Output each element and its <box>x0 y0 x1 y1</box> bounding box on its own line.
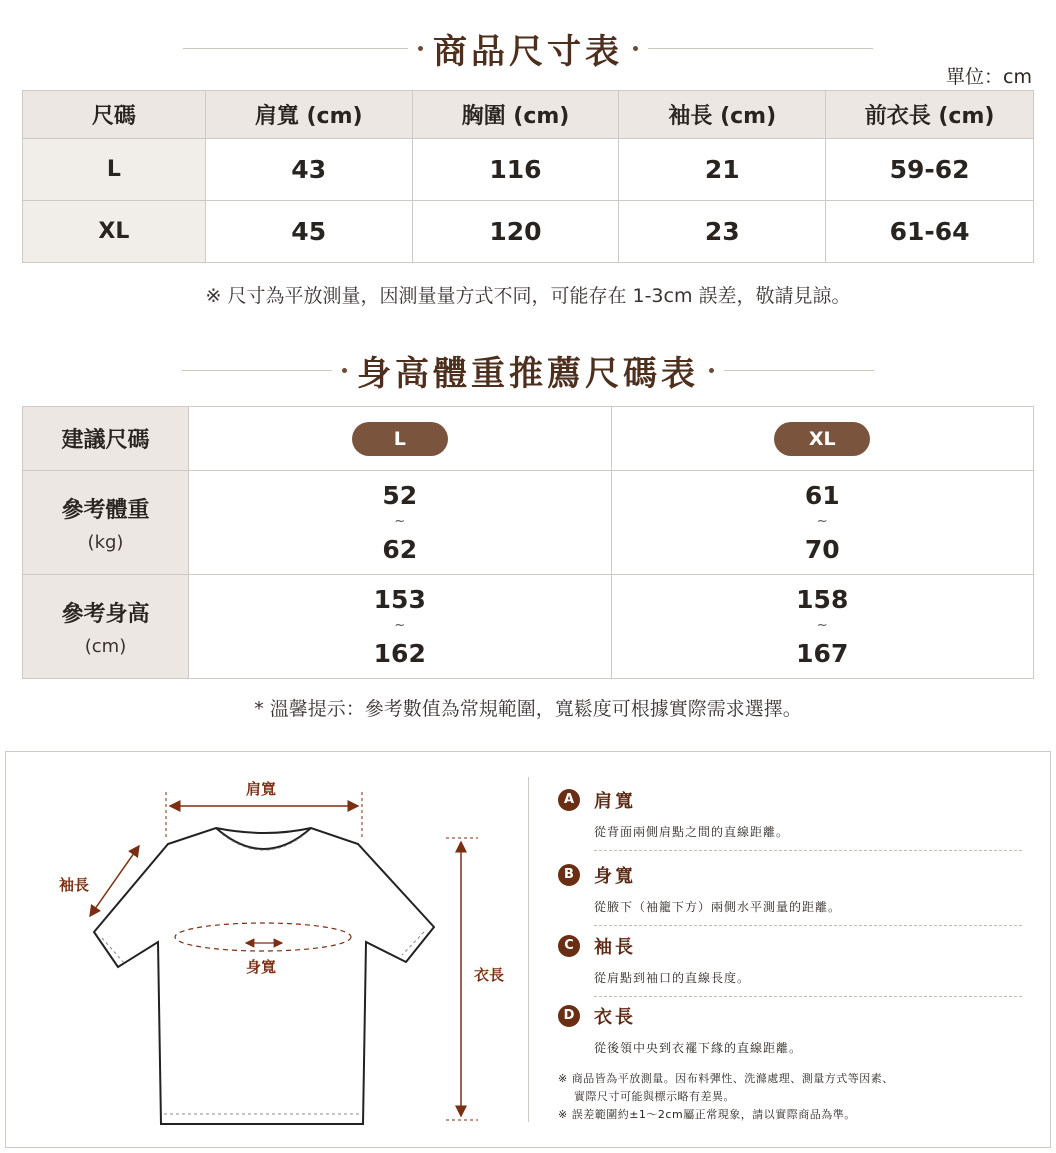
table-row <box>23 575 1034 679</box>
measure-item: A 肩寬 從背面兩側肩點之間的直線距離。 <box>558 787 1024 851</box>
measure-item: B 身寬 從腋下（袖籠下方）兩側水平測量的距離。 <box>558 862 1024 926</box>
weight-max: 62 <box>382 535 418 564</box>
badge-a: A <box>558 789 580 811</box>
recommend-title: 身高體重推薦尺碼表 <box>357 354 699 394</box>
height-min: 158 <box>796 585 849 614</box>
badge-c: C <box>558 935 580 957</box>
size-table <box>22 90 1034 263</box>
measure-item: C 袖長 從肩點到袖口的直線長度。 <box>558 933 1024 997</box>
row-header: 建議尺碼 <box>23 407 189 471</box>
table-cell: 61-64 <box>826 201 1034 263</box>
measurement-panel <box>5 751 1051 1148</box>
table-cell: 158 ~ 167 <box>611 575 1034 679</box>
recommend-table <box>22 406 1034 679</box>
table-cell: L <box>23 139 206 201</box>
height-max: 167 <box>796 639 849 668</box>
table-cell: 23 <box>619 201 826 263</box>
table-cell: 45 <box>205 201 412 263</box>
measure-item: D 衣長 從後領中央到衣襬下緣的直線距離。 <box>558 1003 1024 1056</box>
table-cell <box>189 407 612 471</box>
title-dot <box>418 46 423 51</box>
table-cell: 21 <box>619 139 826 201</box>
size-pill: XL <box>774 422 870 456</box>
col-header: 前衣長 (cm) <box>826 91 1034 139</box>
size-note: ※ 尺寸為平放測量，因測量量方式不同，可能存在 1-3cm 誤差，敬請見諒。 <box>205 285 851 307</box>
col-header: 肩寬 (cm) <box>205 91 412 139</box>
table-cell: 61 ~ 70 <box>611 471 1034 575</box>
badge-d: D <box>558 1005 580 1027</box>
tshirt-diagram <box>6 752 528 1149</box>
table-row <box>23 139 1034 201</box>
height-min: 153 <box>373 585 426 614</box>
badge-b: B <box>558 864 580 886</box>
size-chart-title-row <box>0 24 1056 73</box>
chest-label: 身寬 <box>246 958 277 976</box>
table-row <box>23 407 1034 471</box>
table-row <box>23 471 1034 575</box>
size-pill: L <box>352 422 448 456</box>
recommend-note: * 溫馨提示：參考數值為常規範圍，寬鬆度可根據實際需求選擇。 <box>254 698 802 720</box>
row-header: 參考體重 (kg) <box>23 471 189 575</box>
title-divider-left <box>182 370 332 371</box>
table-cell: 43 <box>205 139 412 201</box>
diagram-footnote: ※ 商品皆為平放測量。因布料彈性、洗滌處理、測量方式等因素、 實際尺寸可能與標示略有差異。 ※ 誤差範圍約±1～2cm屬正常現象，請以實際商品為準。 <box>558 1072 894 1121</box>
weight-min: 61 <box>804 481 840 510</box>
table-row <box>23 201 1034 263</box>
title-dot <box>342 368 347 373</box>
table-cell: 153 ~ 162 <box>189 575 612 679</box>
row-header: 參考身高 (cm) <box>23 575 189 679</box>
col-header: 袖長 (cm) <box>619 91 826 139</box>
height-max: 162 <box>373 639 426 668</box>
title-divider-right <box>724 370 874 371</box>
shoulder-label: 肩寬 <box>246 780 277 798</box>
weight-max: 70 <box>804 535 840 564</box>
title-divider-left <box>183 48 408 49</box>
size-chart-title: 商品尺寸表 <box>433 32 623 72</box>
title-dot <box>633 46 638 51</box>
size-table-header <box>23 91 1034 139</box>
length-label: 衣長 <box>474 966 505 984</box>
col-header: 尺碼 <box>23 91 206 139</box>
table-cell: 59-62 <box>826 139 1034 201</box>
recommend-title-row <box>0 346 1056 395</box>
table-cell <box>611 407 1034 471</box>
weight-min: 52 <box>382 481 418 510</box>
table-cell: 120 <box>412 201 619 263</box>
table-cell: 116 <box>412 139 619 201</box>
table-cell: 52 ~ 62 <box>189 471 612 575</box>
panel-divider <box>528 777 529 1122</box>
title-dot <box>709 368 714 373</box>
col-header: 胸圍 (cm) <box>412 91 619 139</box>
unit-label: 單位：cm <box>946 66 1032 88</box>
title-divider-right <box>648 48 873 49</box>
sleeve-label: 袖長 <box>59 876 90 894</box>
table-cell: XL <box>23 201 206 263</box>
